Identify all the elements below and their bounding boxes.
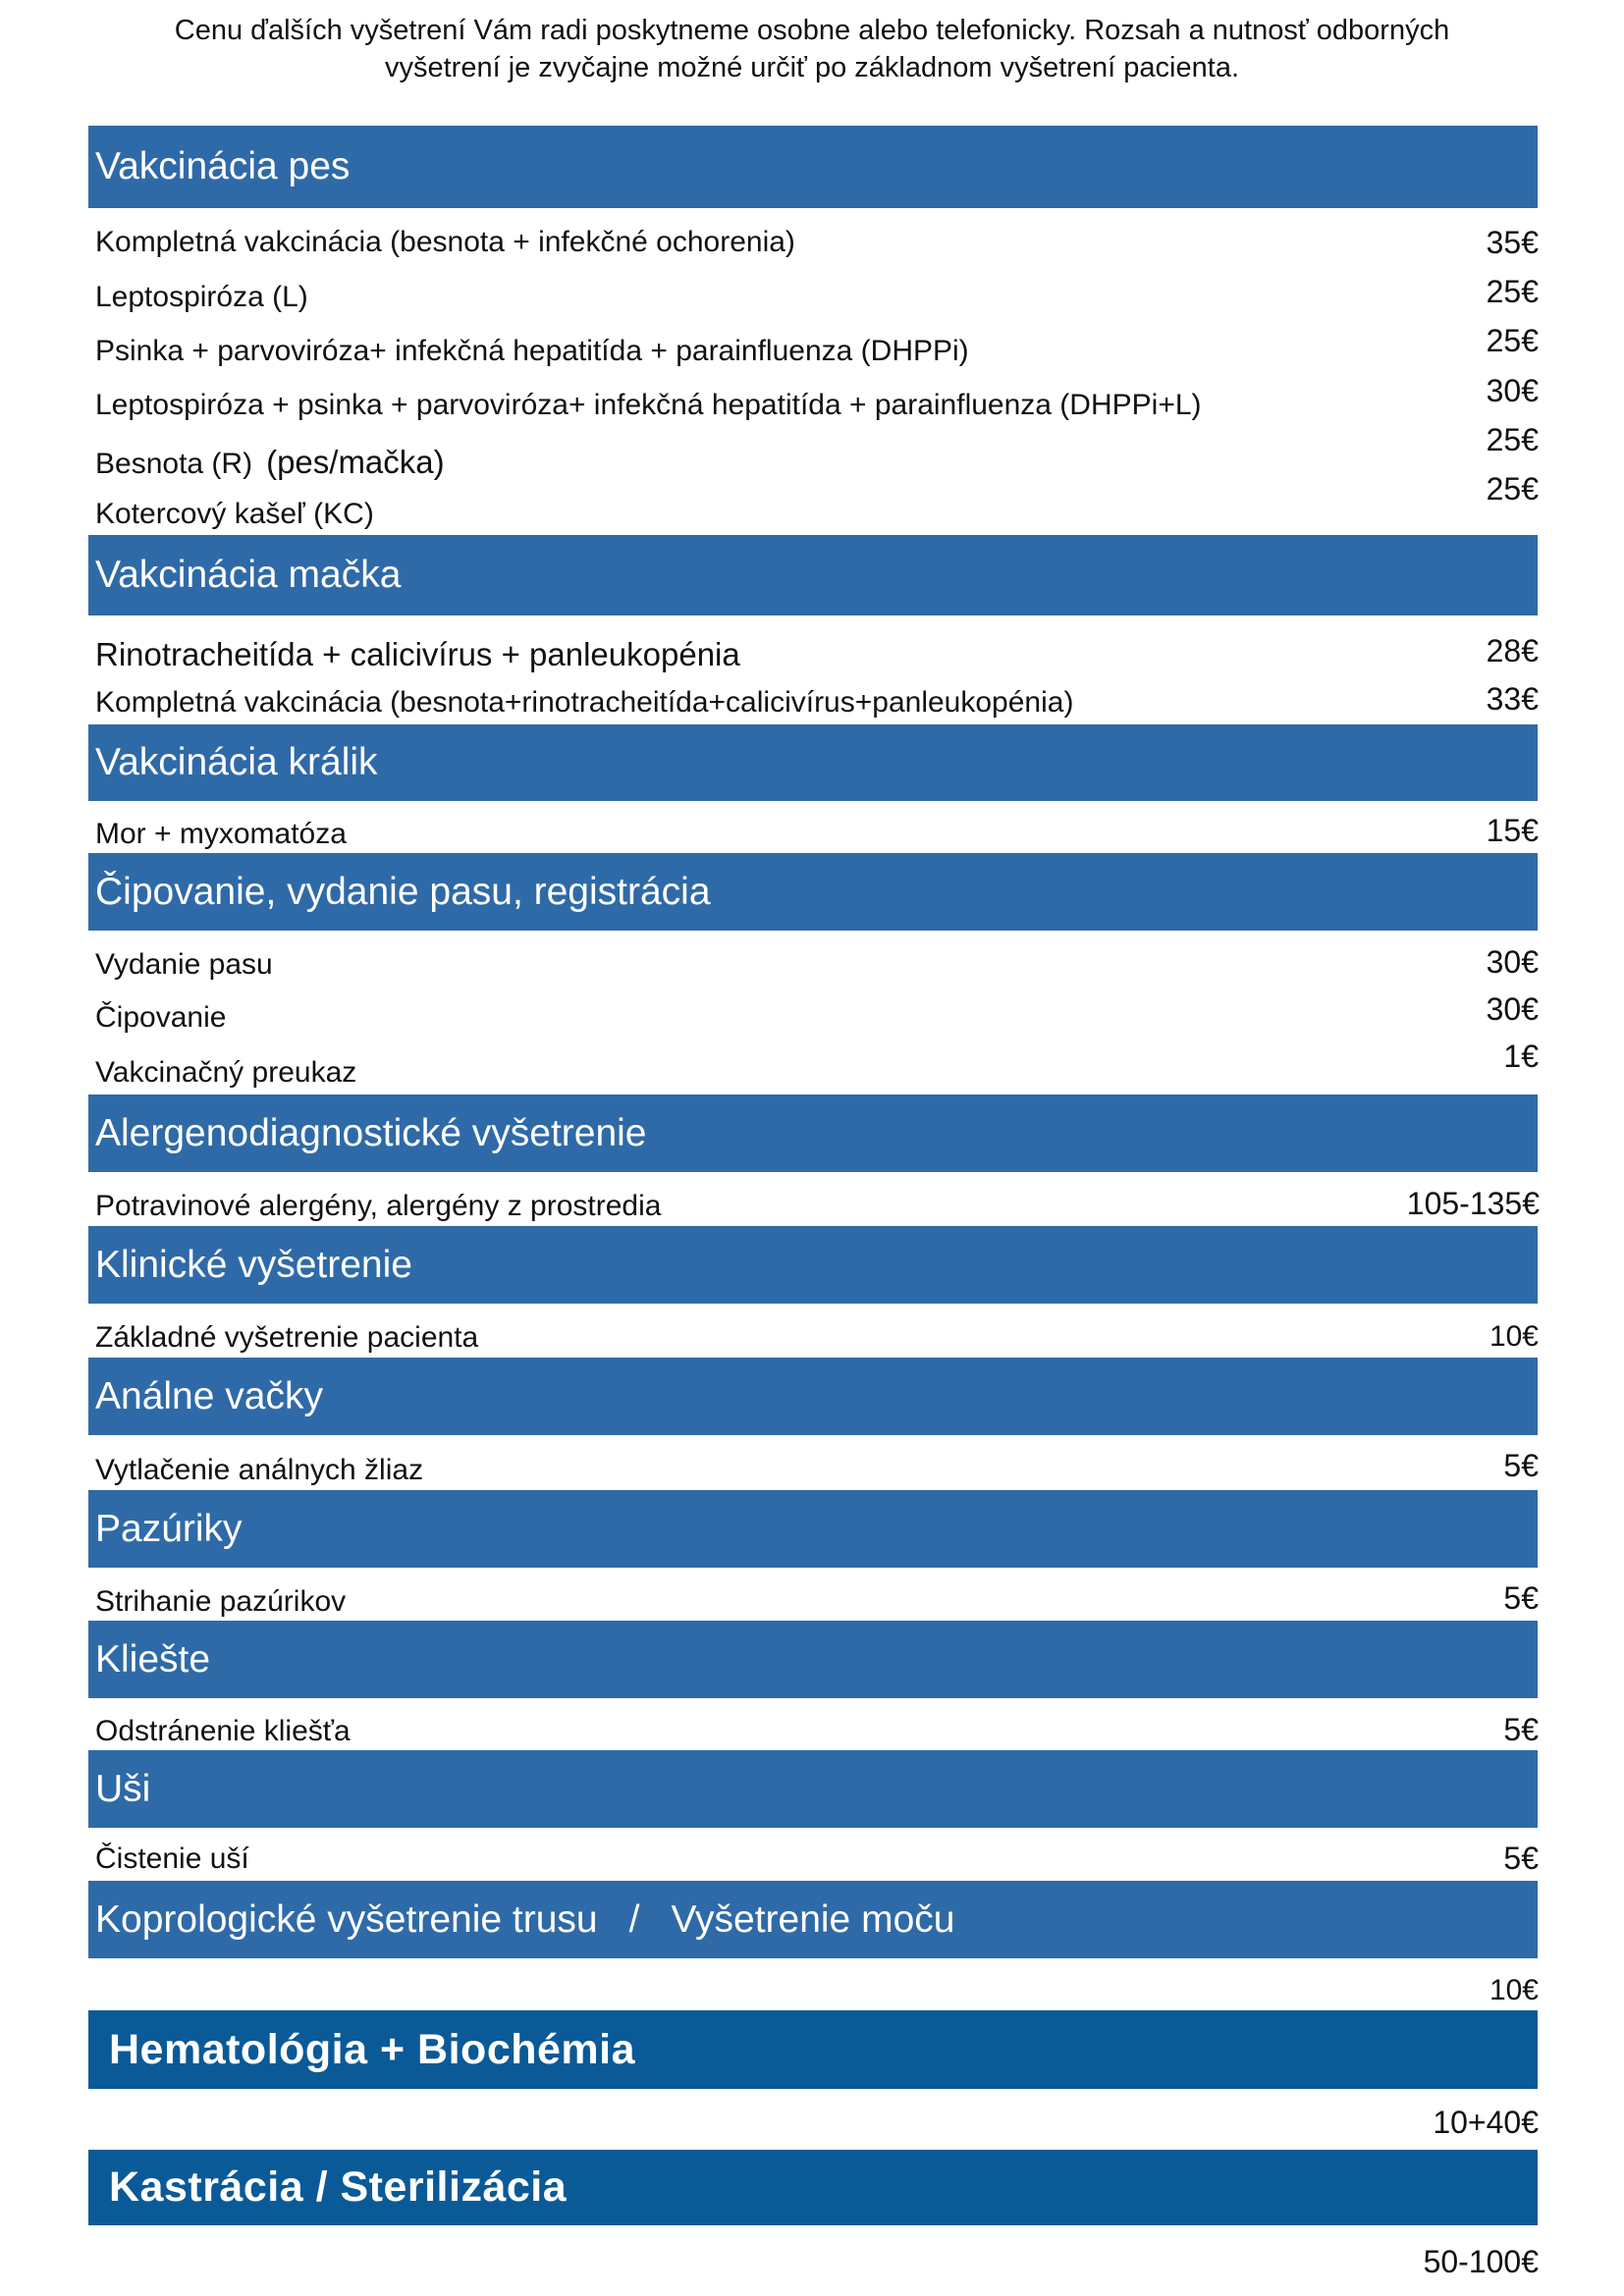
section-header-vakcinacia-kralik [88, 724, 1538, 801]
service-item-suffix: (pes/mačka) [266, 444, 445, 480]
section-header-pazuriky [88, 1490, 1538, 1568]
section-header-kastracia [88, 2150, 1538, 2225]
service-item-name: Besnota (R) [95, 448, 253, 480]
section-header-klieste [88, 1621, 1538, 1698]
price-value: 30€ [1486, 373, 1539, 408]
section-header-vakcinacia-pes [88, 126, 1538, 208]
section-title: Vakcinácia králik [95, 741, 378, 783]
price-value: 25€ [1486, 422, 1539, 457]
price-value: 10€ [1489, 1320, 1539, 1353]
section-title: Vakcinácia mačka [95, 554, 402, 596]
section-header-vakcinacia-macka [88, 535, 1538, 615]
section-title: Kliešte [95, 1637, 211, 1681]
service-item: Vakcinačný preukaz [95, 1056, 357, 1089]
price-value: 1€ [1503, 1039, 1539, 1074]
service-item: Leptospiróza + psinka + parvoviróza+ infekčná hepatitída + parainfluenza (DHPPi+L) [95, 389, 1202, 421]
service-item: Strihanie pazúrikov [95, 1585, 347, 1618]
section-header-analne-vacky [88, 1358, 1538, 1435]
service-item: Odstránenie kliešťa [95, 1715, 351, 1747]
service-item: Rinotracheitída + calicivírus + panleukopénia [95, 636, 740, 672]
intro-text [0, 12, 1624, 86]
price-value: 25€ [1486, 274, 1539, 309]
section-header-koprologicke [88, 1881, 1538, 1958]
service-item: Vytlačenie análnych žliaz [95, 1454, 424, 1486]
price-value: 10+40€ [1433, 2105, 1539, 2140]
section-title: Uši [95, 1767, 151, 1810]
price-value: 30€ [1486, 944, 1539, 980]
section-header-alergenodiagnosticke [88, 1095, 1538, 1172]
service-item: Kompletná vakcinácia (besnota + infekčné ochorenia) [95, 226, 795, 258]
section-title: Pazúriky [95, 1507, 243, 1550]
intro-line-2: vyšetrení je zvyčajne možné určiť po základnom vyšetrení pacienta. [384, 52, 1239, 83]
service-item: Kotercový kašeľ (KC) [95, 498, 374, 530]
service-item: Potravinové alergény, alergény z prostredia [95, 1190, 662, 1222]
price-value: 28€ [1486, 633, 1539, 668]
section-header-klinicke [88, 1226, 1538, 1304]
price-value: 25€ [1486, 471, 1539, 507]
section-header-hematologia [88, 2010, 1538, 2089]
price-value: 35€ [1486, 225, 1539, 260]
section-title-separator: / [628, 1897, 640, 1941]
price-value: 33€ [1486, 681, 1539, 717]
section-title: Alergenodiagnostické vyšetrenie [95, 1111, 647, 1154]
price-value: 25€ [1486, 323, 1539, 358]
price-value: 5€ [1503, 1841, 1539, 1876]
service-item [95, 444, 445, 481]
section-title-right: Vyšetrenie moču [671, 1897, 955, 1941]
price-value: 105-135€ [1406, 1186, 1540, 1221]
section-title: Vakcinácia pes [95, 145, 351, 187]
section-title: Hematológia + Biochémia [109, 2025, 636, 2073]
service-item: Čistenie uší [95, 1842, 249, 1875]
price-value: 5€ [1503, 1580, 1539, 1616]
section-header-usi [88, 1750, 1538, 1828]
service-item: Základné vyšetrenie pacienta [95, 1321, 479, 1354]
service-item: Psinka + parvoviróza+ infekčná hepatitída + parainfluenza (DHPPi) [95, 335, 969, 367]
section-header-cipovanie [88, 853, 1538, 931]
price-value: 5€ [1503, 1448, 1539, 1483]
price-value: 50-100€ [1423, 2244, 1539, 2279]
service-item: Mor + myxomatóza [95, 818, 347, 850]
service-item: Kompletná vakcinácia (besnota+rinotracheitída+calicivírus+panleukopénia) [95, 686, 1074, 719]
price-value: 30€ [1486, 991, 1539, 1027]
price-value: 5€ [1503, 1712, 1539, 1747]
service-item: Čipovanie [95, 1001, 227, 1034]
section-title: Klinické vyšetrenie [95, 1243, 412, 1286]
section-title: Čipovanie, vydanie pasu, registrácia [95, 870, 711, 913]
price-value: 15€ [1486, 813, 1539, 848]
intro-line-1: Cenu ďalších vyšetrení Vám radi poskytneme osobne alebo telefonicky. Rozsah a nutnosť odborných [174, 15, 1450, 46]
section-title-left: Koprologické vyšetrenie trusu [95, 1897, 598, 1941]
section-title: Kastrácia / Sterilizácia [109, 2163, 568, 2211]
price-value: 10€ [1489, 1974, 1539, 2006]
section-title: Análne vačky [95, 1374, 323, 1417]
service-item: Vydanie pasu [95, 948, 273, 981]
service-item: Leptospiróza (L) [95, 281, 308, 313]
